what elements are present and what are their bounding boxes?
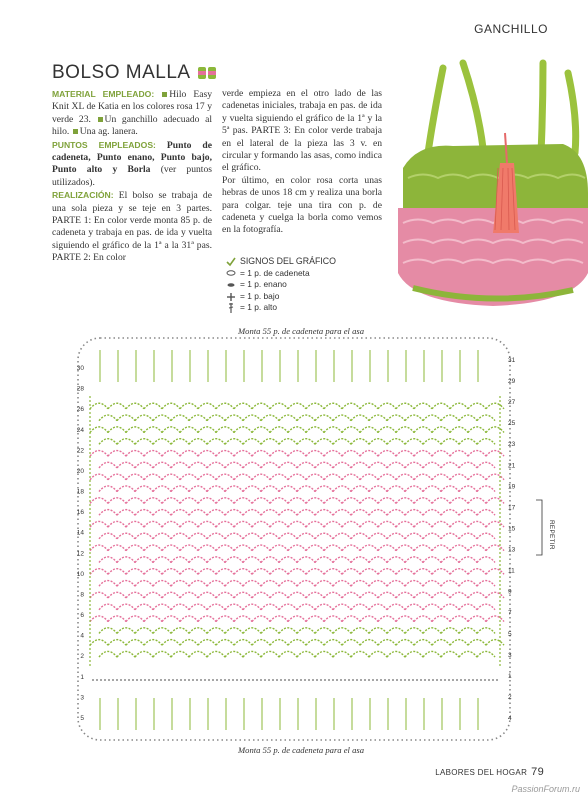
stitches-text: (ver puntos utilizados).	[52, 164, 213, 188]
chart-caption-top: Monta 55 p. de cadeneta para el asa	[238, 326, 365, 336]
row-number-right: 27	[508, 399, 516, 407]
repeat-bracket	[536, 500, 542, 555]
mesh-row	[99, 462, 495, 468]
double-crochet-icon	[226, 303, 236, 313]
mesh-row	[90, 569, 504, 575]
legend-label-single: = 1 p. bajo	[240, 290, 280, 301]
realization-label: REALIZACIÓN:	[52, 190, 114, 201]
row-number-right: 31	[508, 357, 516, 364]
row-number-left: 16	[76, 509, 84, 517]
mesh-row	[99, 533, 495, 539]
mesh-row	[90, 498, 504, 504]
row-number-left: 20	[76, 467, 84, 475]
legend-label-chain: = 1 p. de cadeneta	[240, 267, 310, 278]
mesh-row	[90, 521, 504, 527]
row-number-left: 12	[76, 550, 84, 558]
mesh-row	[99, 628, 495, 634]
row-number-left: 24	[76, 426, 84, 434]
article-title: BOLSO MALLA	[52, 62, 191, 83]
yarn-skeins-icon	[197, 66, 217, 80]
row-number-left: 18	[76, 488, 84, 496]
row-number-left: 6	[80, 612, 84, 620]
bullet-icon	[73, 129, 78, 134]
magazine-name: LABORES DEL HOGAR	[435, 768, 528, 777]
row-number-left: 28	[76, 385, 84, 393]
single-crochet-icon	[226, 292, 236, 302]
row-number-right: 17	[508, 504, 516, 512]
row-number-right: 3	[508, 651, 512, 659]
mesh-row	[99, 415, 495, 421]
mesh-row	[90, 592, 504, 598]
row-number-left: 3	[80, 694, 84, 702]
pencil-check-icon	[226, 257, 236, 267]
page-footer	[435, 766, 544, 778]
watermark: PassionForum.ru	[511, 784, 580, 794]
row-number-right: 23	[508, 441, 516, 449]
mesh-row	[90, 616, 504, 622]
mesh-row	[90, 545, 504, 551]
legend-title: SIGNOS DEL GRÁFICO	[240, 256, 336, 266]
row-number-right: 15	[508, 525, 516, 533]
row-number-right: 1	[508, 672, 512, 680]
row-number-right: 11	[508, 567, 515, 575]
stitches-label: PUNTOS EMPLEADOS:	[52, 139, 156, 150]
row-number-left: 30	[76, 365, 84, 372]
bullet-icon	[162, 92, 167, 97]
material-text-3: Una ag. lanera.	[79, 126, 138, 138]
material-text-2: Un ganchillo adecuado al hilo.	[52, 113, 212, 138]
mesh-row	[90, 403, 504, 409]
text-column-2	[222, 88, 382, 237]
row-number-right: 13	[508, 546, 516, 554]
mesh-row	[99, 604, 495, 610]
row-number-right: 25	[508, 420, 516, 428]
mesh-row	[99, 510, 495, 516]
bullet-icon	[98, 117, 103, 122]
row-number-left: 8	[80, 591, 84, 599]
chart-caption-bottom: Monta 55 p. de cadeneta para el asa	[238, 745, 365, 755]
row-number-right: 21	[508, 462, 516, 470]
mesh-row	[99, 439, 495, 445]
legend-item-single	[226, 291, 336, 303]
section-tag: GANCHILLO	[474, 22, 548, 36]
title-row	[52, 62, 217, 84]
realization-text: El bolso se trabaja de una sola pieza y se teje en 3 partes. PARTE 1: En color verde monta 85 p. de cadeneta y trabaja en pas. de ida y vuelta siguiendo el gráfico de la 1ª a la 31ª pas. PARTE 2: En color	[52, 190, 212, 264]
legend-item-chain	[226, 268, 336, 280]
row-number-left: 22	[76, 447, 84, 455]
mesh-row	[90, 640, 504, 646]
slip-stitch-icon	[226, 280, 236, 290]
row-number-right: 2	[508, 693, 512, 701]
mesh-row	[90, 474, 504, 480]
row-number-right: 29	[508, 378, 516, 386]
row-number-right: 7	[508, 609, 512, 617]
row-number-left: 5	[80, 715, 84, 722]
page-number: 79	[531, 766, 544, 778]
material-label: MATERIAL EMPLEADO:	[52, 89, 155, 99]
repeat-label: REPETIR	[548, 520, 555, 550]
row-number-right: 5	[508, 630, 512, 638]
row-number-left: 1	[80, 673, 84, 681]
legend-title-row	[226, 256, 336, 268]
chain-stitch-icon	[226, 268, 236, 278]
mesh-row	[99, 486, 495, 492]
mesh-row	[90, 427, 504, 433]
mesh-row	[90, 451, 504, 457]
row-number-right: 19	[508, 483, 516, 491]
chart-legend	[226, 256, 336, 314]
legend-item-slip	[226, 279, 336, 291]
mesh-row	[99, 557, 495, 563]
instructions-part-2: verde empieza en el otro lado de las cadenetas iniciales, trabaja en pas. de ida y vuelta siguiendo el gráfico de la 1ª y la 5ª pas. PARTE 3: En color verde trabaja en el lateral de la pieza las 3 v. en circular y formando las asas, como indica el gráfico.	[222, 88, 382, 174]
instructions-finish: Por último, en color rosa corta unas hebras de unos 18 cm y realiza una borla para colgar. teje una tira con p. de cadeneta y cuelga la borla como vemos en la fotografía.	[222, 174, 382, 236]
row-number-right: 9	[508, 588, 512, 596]
mesh-row	[99, 651, 495, 657]
row-number-left: 14	[76, 529, 84, 537]
mesh-row	[99, 581, 495, 587]
legend-label-double: = 1 p. alto	[240, 302, 278, 313]
row-number-left: 2	[80, 653, 84, 661]
row-number-right: 4	[508, 715, 512, 722]
text-column-1	[52, 88, 212, 265]
legend-item-double	[226, 302, 336, 314]
crochet-chart	[0, 320, 588, 760]
row-number-left: 4	[80, 632, 84, 640]
row-number-left: 10	[76, 570, 84, 578]
bag-photo	[393, 58, 588, 313]
legend-label-slip: = 1 p. enano	[240, 279, 287, 290]
stitches-text-bold: Punto de cadeneta, Punto enano, Punto bajo, Punto alto y Borla	[52, 139, 212, 176]
row-number-left: 26	[76, 406, 84, 414]
material-text: Hilo Easy Knit XL de Katia en los colores rosa 17 y verde 23.	[52, 89, 212, 125]
